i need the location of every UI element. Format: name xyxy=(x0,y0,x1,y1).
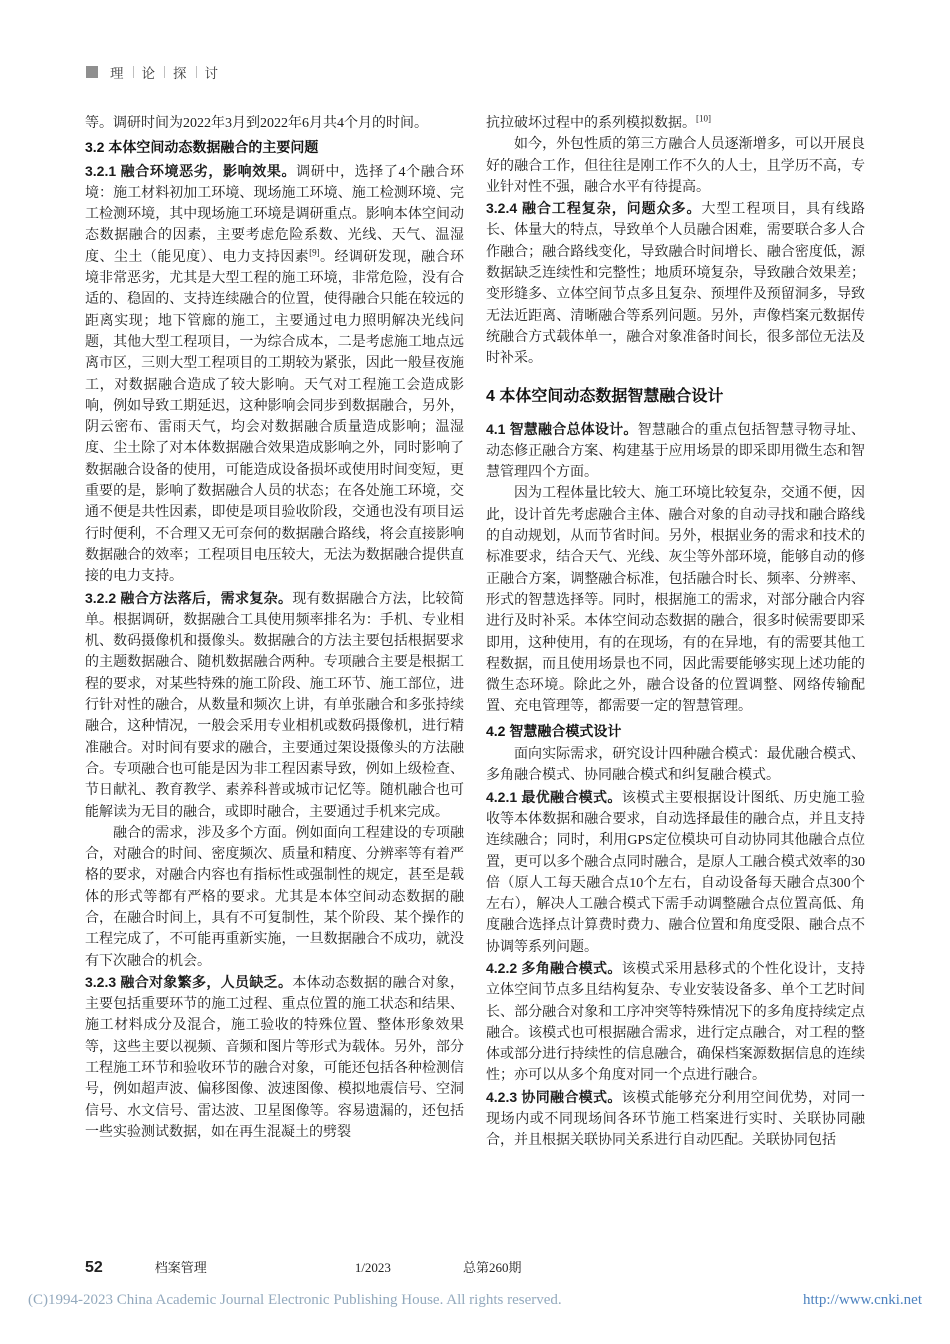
article-body xyxy=(85,113,865,1152)
paragraph: 3.2.3 融合对象繁多，人员缺乏。本体动态数据的融合对象，主要包括重要环节的施工过程、重点位置的施工状态和结果、施工材料成分及混合，施工验收的特殊位置、整体形象效果等，这些主要以视频、音频和图片等形式为载体。另外，部分工程施工环节和验收环节的融合对象，可能还包括各种检测信号，例如超声波、偏移图像、波速图像、模拟地震信号、空洞信号、水文信号、雷达波、卫星图像等。容易遗漏的，还包括一些实验测试数据，如在再生混凝土的劈裂 xyxy=(85,973,464,1140)
section-heading: 4 本体空间动态数据智慧融合设计 xyxy=(486,387,724,405)
header-char: 探 xyxy=(173,66,188,81)
page-header xyxy=(86,62,219,82)
paragraph: 抗拉破坏过程中的系列模拟数据。[10] xyxy=(486,113,711,131)
section-marker-icon xyxy=(86,66,98,78)
journal-title: 档案管理 xyxy=(154,1260,207,1275)
paragraph: 4.2.2 多角融合模式。该模式采用悬移式的个性化设计，支持立体空间节点多且结构复杂、专业安装设备多、单个工艺时间长、部分融合对象和工序冲突等特殊情况下的多角度持续定点融合。该模式也可根据融合需求，进行定点融合，对工程的整体或部分进行持续性的信息融合，确保档案源数据信息的连续性；亦可以从多个角度对同一个点进行融合。 xyxy=(486,959,865,1084)
header-char: 讨 xyxy=(204,66,219,81)
volume-number: 总第260期 xyxy=(462,1260,522,1275)
paragraph: 4.2.3 协同融合模式。该模式能够充分利用空间优势，对同一现场内或不同现场间各环节施工档案进行实时、关联协同融合，并且根据关联协同关系进行自动匹配。关联协同包括 xyxy=(486,1088,865,1149)
column-right xyxy=(486,113,865,1152)
paragraph: 4.1 智慧融合总体设计。智慧融合的重点包括智慧寻物寻址、动态修正融合方案、构建基于应用场景的即采即用微生态和智慧管理四个方面。 xyxy=(486,420,865,481)
section-heading: 4.2 智慧融合模式设计 xyxy=(486,722,622,739)
issue-number: 1/2023 xyxy=(354,1260,391,1275)
paragraph: 如今，外包性质的第三方融合人员逐渐增多，可以开展良好的融合工作，但往往是刚工作不久的人士，且学历不高，专业针对性不强，融合水平有待提高。 xyxy=(486,137,865,195)
divider xyxy=(196,66,197,78)
page-number: 52 xyxy=(85,1259,103,1276)
header-char: 论 xyxy=(141,66,156,81)
column-left xyxy=(85,113,464,1152)
copyright-text: (C)1994-2023 China Academic Journal Electronic Publishing House. All rights reserved. xyxy=(28,1292,562,1308)
divider xyxy=(164,66,165,78)
paragraph: 3.2.1 融合环境恶劣，影响效果。调研中，选择了4个融合环境：施工材料初加工环境、现场施工环境、施工检测环境、完工检测环境，其中现场施工环境是调研重点。影响本体空间动态数据融合的因素，主要考虑危险系数、光线、天气、温湿度、尘土（能见度）、电力支持因素[9]。经调研发现，融合环境非常恶劣，尤其是大型工程的施工环境，非常危险，没有合适的、稳固的、支持连续融合的位置，使得融合只能在较远的距离实现；地下管廊的施工，主要通过电力照明解决光线问题，其他大型工程项目，一为综合成本，二是考虑施工地点远离市区，三则大型工程项目的工期较为紧张，因此一般昼夜施工，对数据融合造成了较大影响。天气对工程施工会造成影响，例如导致工期延迟，这种影响会同步到数据融合，另外，阴云密布、雷雨天气，均会对数据融合质量造成影响；温湿度、尘土除了对本体数据融合效果造成影响之外，同时影响了数据融合设备的使用，可能造成设备损坏或使用时间变短，更重要的是，影响了数据融合人员的状态；在各处施工环境，交通不便是共性因素，即使是项目验收阶段，交通也没有项目运行时便利，不合理又无可奈何的数据融合路线，将会直接影响数据融合的效率；工程项目电压较大，无法为数据融合提供直接的电力支持。 xyxy=(85,162,465,585)
paragraph: 等。调研时间为2022年3月到2022年6月共4个月的时间。 xyxy=(85,116,428,131)
paragraph: 4.2.1 最优融合模式。该模式主要根据设计图纸、历史施工验收等本体数据和融合要求，自动选择最佳的融合点，并且支持连续融合；同时，利用GPS定位模块可自动协同其他融合点位置，更可以多个融合点同时融合，是原人工融合模式效率的30倍（原人工每天融合点10个左右，自动设备每天融合点300个左右），解决人工融合模式下需手动调整融合点位置高低、角度融合选择点计算费时费力、融合位置和角度受限、融合点不协调等系列问题。 xyxy=(486,788,865,955)
paragraph: 面向实际需求，研究设计四种融合模式：最优融合模式、多角融合模式、协同融合模式和纠复融合模式。 xyxy=(486,747,865,784)
divider xyxy=(133,66,134,78)
copyright-bar xyxy=(28,1292,922,1309)
header-char: 理 xyxy=(110,66,125,81)
journal-footer xyxy=(85,1257,521,1277)
paragraph: 融合的需求，涉及多个方面。例如面向工程建设的专项融合，对融合的时间、密度频次、质量和精度、分辨率等有着严格的要求，对融合内容也有指标性或强制性的规定，甚至是载体的形式等都有严格的要求。尤其是本体空间动态数据的融合，在融合时间上，具有不可复制性，某个阶段、某个操作的工程完成了，不可能再重新实施，一旦数据融合不成功，就没有下次融合的机会。 xyxy=(85,825,464,969)
cnki-link[interactable]: http://www.cnki.net xyxy=(802,1292,922,1308)
paragraph: 3.2.2 融合方法落后，需求复杂。现有数据融合方法，比较简单。根据调研，数据融合工具使用频率排名为：手机、专业相机、数码摄像机和摄像头。数据融合的方法主要包括根据要求的主题数据融合、随机数据融合两种。专项融合主要是根据工程的要求，对某些特殊的施工阶段、施工环节、施工部位，进行针对性的融合，从数量和频次上讲，有单张融合和多张持续融合，这种情况，一般会采用专业相机或数码摄像机，进行精准融合。对时间有要求的融合，主要通过架设摄像头的方法融合。专项融合也可能是因为非工程因素导致，例如上级检查、节日献礼、教育教学、素养科普或城市记忆等。随机融合也可能解读为无目的融合，或即时融合，主要通过手机来完成。 xyxy=(85,589,464,820)
paragraph: 3.2.4 融合工程复杂，问题众多。大型工程项目，具有线路长、体量大的特点，导致单个人员融合困难，需要联合多人合作融合；融合路线变化，导致融合时间增长、融合密度低，源数据缺乏连续性和完整性；地质环境复杂，导致融合效果差；变形缝多、立体空间节点多且复杂、预埋件及预留洞多，导致无法近距离、清晰融合等系列问题。另外，声像档案元数据传统融合方式载体单一，融合对象准备时间长，很多部位无法及时补采。 xyxy=(486,200,866,367)
column-header-title xyxy=(110,62,219,82)
paragraph: 因为工程体量比较大、施工环境比较复杂，交通不便，因此，设计首先考虑融合主体、融合对象的自动寻找和融合路线的自动规划，从而节省时间。另外，根据业务的需求和技术的标准要求，结合天气、光线、灰尘等外部环境，能够自动的修正融合方案，调整融合标准，包括融合时长、频率、分辨率、形式的智慧选择等。同时，根据施工的需求，对部分融合内容进行及时补采。本体空间动态数据的融合，很多时候需要即采即用，这种使用，有的在现场，有的在异地，有的需要其他工程数据，而且使用场景也不同，因此需要能够实现上述功能的微生态环境。除此之外，融合设备的位置调整、网络传输配置、充电管理等，都需要一定的智慧管理。 xyxy=(486,486,865,715)
section-heading: 3.2 本体空间动态数据融合的主要问题 xyxy=(85,139,319,156)
